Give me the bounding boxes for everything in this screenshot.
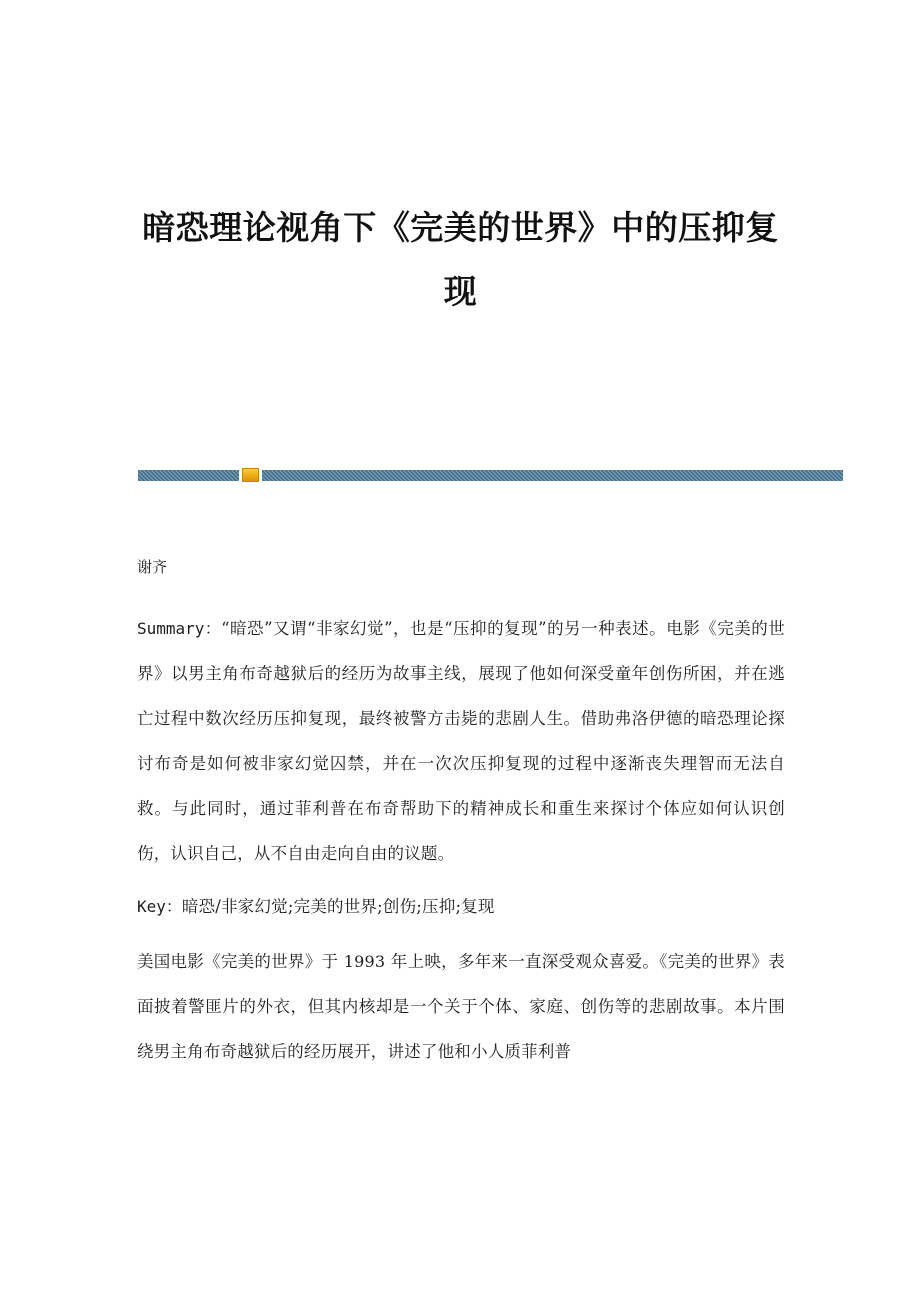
keywords-text: 暗恐/非家幻觉;完美的世界;创伤;压抑;复现 [181,896,495,916]
release-year: 1993 [343,951,386,971]
intro-text-part1: 美国电影《完美的世界》于 [137,951,344,971]
author-name: 谢齐 [137,558,168,576]
divider-badge [239,465,262,485]
intro-text-part2: 年上映，多年来一直深受观众喜爱。《完美的世界》表面披着警匪片的外衣，但其内核却是一个关于个体、家庭、创伤等的悲剧故事。本片围绕男主角布奇越狱后的经历展开，讲述了他和小人质菲利普 [137,951,785,1061]
abstract-label: Summary： [137,618,222,638]
document-content [137,556,785,1074]
page-title: 暗恐理论视角下《完美的世界》中的压抑复现 [142,208,779,312]
book-badge-icon [242,468,259,482]
keywords-paragraph [137,884,785,929]
abstract-text: “暗恐”又谓“非家幻觉”，也是“压抑的复现”的另一种表述。电影《完美的世界》以男主角布奇越狱后的经历为故事主线，展现了他如何深受童年创伤所困，并在逃亡过程中数次经历压抑复现，最终被警方击毙的悲剧人生。借助弗洛伊德的暗恐理论探讨布奇是如何被非家幻觉囚禁，并在一次次压抑复现的过程中逐渐丧失理智而无法自救。与此同时，通过菲利普在布奇帮助下的精神成长和重生来探讨个体应如何认识创伤，认识自己，从不自由走向自由的议题。 [137,618,786,863]
abstract-paragraph [137,606,785,876]
keywords-label: Key： [137,896,182,916]
intro-paragraph [137,939,785,1074]
decorative-divider [138,465,843,485]
title-block [138,196,783,325]
